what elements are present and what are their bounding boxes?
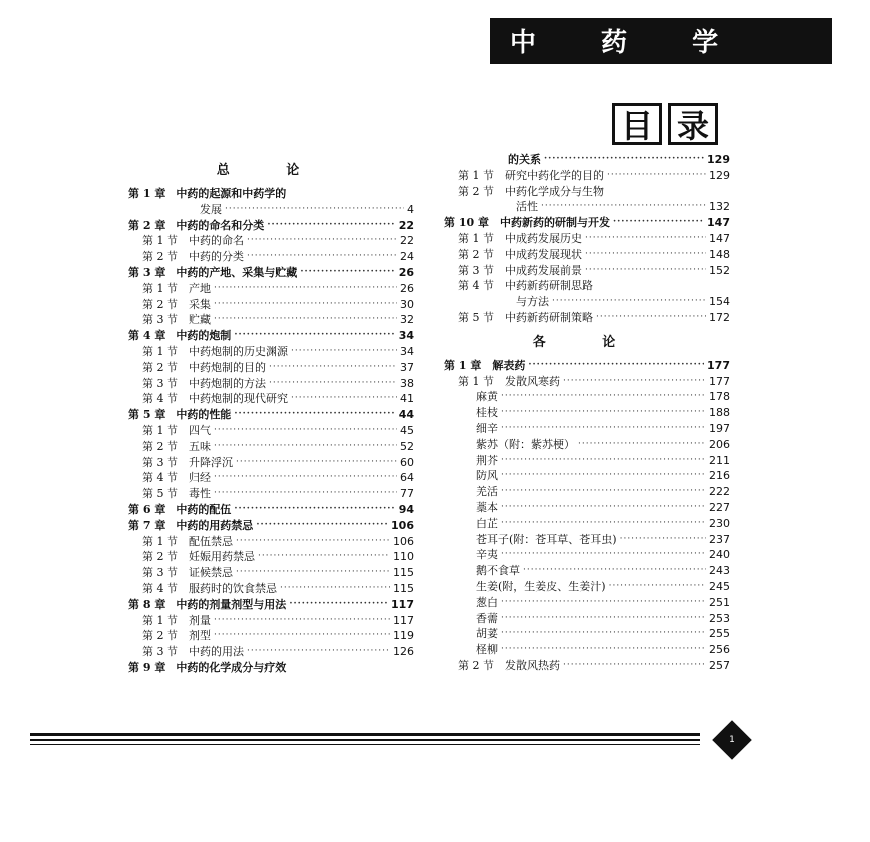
toc-entry-page: 115	[393, 566, 414, 580]
toc-entry-page: 237	[709, 532, 730, 546]
toc-entry-page: 37	[400, 360, 414, 374]
toc-entry-label: 与方法	[516, 295, 549, 309]
toc-entry-label: 第 7 章 中药的用药禁忌	[128, 518, 254, 532]
toc-entry-page: 106	[391, 518, 414, 532]
toc-right-top	[444, 152, 730, 326]
toc-entry	[128, 312, 414, 328]
toc-entry-page: 41	[400, 392, 414, 406]
toc-entry-page: 216	[709, 469, 730, 483]
dot-leader	[291, 391, 397, 407]
toc-entry-page: 227	[709, 500, 730, 514]
toc-entry	[128, 233, 414, 249]
toc-entry	[444, 405, 730, 421]
toc-entry	[444, 532, 730, 548]
toc-entry	[444, 184, 730, 200]
dot-leader	[528, 358, 704, 374]
toc-entry-label: 第 1 节 配伍禁忌	[142, 534, 233, 548]
toc-entry-page: 64	[400, 471, 414, 485]
section-title-specific: 各 论	[532, 334, 642, 350]
toc-entry	[128, 470, 414, 486]
toc-entry	[128, 581, 414, 597]
toc-entry-page: 178	[709, 390, 730, 404]
toc-entry	[128, 360, 414, 376]
toc-entry-label: 羌活	[476, 485, 498, 499]
toc-entry-page: 132	[709, 200, 730, 214]
dot-leader	[269, 376, 397, 392]
dot-leader	[585, 231, 706, 247]
toc-entry-label: 第 6 章 中药的配伍	[128, 502, 232, 516]
toc-entry-label: 第 4 节 中药炮制的现代研究	[142, 392, 288, 406]
toc-entry	[128, 249, 414, 265]
dot-leader	[214, 423, 397, 439]
dot-leader	[501, 547, 706, 563]
toc-entry	[444, 374, 730, 390]
dot-leader	[256, 518, 388, 534]
dot-leader	[214, 613, 390, 629]
section-title-general: 总 论	[216, 163, 326, 178]
toc-entry-label: 第 2 节 中药的分类	[142, 250, 244, 264]
toc-entry-label: 第 2 节 中药炮制的目的	[142, 360, 266, 374]
toc-entry	[128, 502, 414, 518]
toc-entry-label: 第 2 节 中药化学成分与生物	[458, 184, 604, 198]
toc-entry-label: 第 2 节 发散风热药	[458, 658, 560, 672]
toc-entry-label: 第 1 节 发散风寒药	[458, 374, 560, 388]
toc-entry-page: 38	[400, 376, 414, 390]
dot-leader	[214, 281, 397, 297]
toc-entry-page: 148	[709, 247, 730, 261]
toc-entry	[444, 484, 730, 500]
toc-entry-label: 第 2 节 中成药发展现状	[458, 247, 582, 261]
toc-entry-page: 26	[400, 281, 414, 295]
toc-entry	[128, 376, 414, 392]
toc-entry	[128, 565, 414, 581]
dot-leader	[609, 579, 706, 595]
dot-leader	[234, 407, 395, 423]
dot-leader	[501, 389, 706, 405]
dot-leader	[501, 421, 706, 437]
toc-entry-page: 222	[709, 485, 730, 499]
toc-entry	[444, 294, 730, 310]
toc-entry-label: 第 9 章 中药的化学成分与疗效	[128, 660, 287, 674]
toc-entry	[128, 202, 414, 218]
toc-entry-page: 94	[398, 502, 414, 516]
toc-entry	[128, 297, 414, 313]
toc-entry-label: 第 3 节 升降浮沉	[142, 455, 233, 469]
toc-entry-page: 243	[709, 564, 730, 578]
dot-leader	[585, 263, 706, 279]
dot-leader	[620, 532, 706, 548]
toc-entry-page: 211	[709, 453, 730, 467]
dot-leader	[607, 184, 727, 200]
dot-leader	[501, 405, 706, 421]
toc-entry-label: 第 1 节 四气	[142, 423, 211, 437]
toc-entry	[128, 328, 414, 344]
toc-entry-page: 24	[400, 250, 414, 264]
dot-leader	[269, 360, 397, 376]
toc-entry	[128, 613, 414, 629]
dot-leader	[236, 455, 397, 471]
toc-entry-label: 第 3 节 中药的用法	[142, 645, 244, 659]
dot-leader	[501, 611, 706, 627]
toc-entry	[444, 231, 730, 247]
toc-entry-page: 34	[400, 344, 414, 358]
toc-entry	[444, 263, 730, 279]
toc-entry	[444, 310, 730, 326]
dot-leader	[501, 500, 706, 516]
toc-entry-page: 230	[709, 516, 730, 530]
toc-entry-page: 106	[393, 534, 414, 548]
toc-entry	[444, 547, 730, 563]
toc-entry-page: 129	[707, 153, 730, 166]
toc-entry-label: 生姜(附，生姜皮、生姜汁)	[476, 579, 606, 593]
toc-entry-label: 第 2 节 剂型	[142, 629, 211, 643]
dot-leader	[501, 484, 706, 500]
toc-left-column	[128, 160, 414, 676]
toc-entry	[128, 455, 414, 471]
toc-entry	[128, 186, 414, 202]
toc-entry-label: 第 3 节 中药炮制的方法	[142, 376, 266, 390]
toc-entry	[128, 549, 414, 565]
dot-leader	[563, 374, 706, 390]
toc-entry-page: 251	[709, 595, 730, 609]
toc-entry-page: 256	[709, 643, 730, 657]
toc-entry-label: 苍耳子(附：苍耳草、苍耳虫)	[476, 532, 617, 546]
toc-entry-page: 147	[709, 231, 730, 245]
toc-entry-page: 255	[709, 627, 730, 641]
header-bar	[490, 18, 832, 64]
toc-entry	[444, 358, 730, 374]
toc-entry-page: 152	[709, 263, 730, 277]
toc-entry-label: 麻黄	[476, 390, 498, 404]
toc-entry	[444, 611, 730, 627]
dot-leader	[501, 516, 706, 532]
toc-entry-label: 第 1 节 中成药发展历史	[458, 231, 582, 245]
toc-entry-label: 第 5 章 中药的性能	[128, 408, 232, 422]
dot-leader	[234, 502, 395, 518]
toc-entry-label: 葱白	[476, 595, 498, 609]
dot-leader	[607, 168, 706, 184]
dot-leader	[247, 644, 390, 660]
toc-entry	[128, 597, 414, 613]
toc-entry-page: 117	[393, 613, 414, 627]
dot-leader	[501, 468, 706, 484]
toc-entry-page: 22	[398, 218, 414, 232]
toc-entry-page: 22	[400, 234, 414, 248]
dot-leader	[214, 312, 397, 328]
toc-entry-label: 第 1 章 解表药	[444, 358, 526, 372]
dot-leader	[225, 202, 404, 218]
toc-entry-label: 第 1 节 剂量	[142, 613, 211, 627]
toc-heading-char-1: 目	[612, 103, 662, 145]
toc-entry-page: 177	[707, 358, 730, 372]
toc-entry	[128, 644, 414, 660]
toc-entry	[128, 660, 414, 676]
toc-entry-page: 257	[709, 658, 730, 672]
toc-entry-label: 第 10 章 中药新药的研制与开发	[444, 216, 610, 230]
toc-entry	[444, 278, 730, 294]
toc-entry-page: 253	[709, 611, 730, 625]
dot-leader	[214, 439, 397, 455]
dot-leader	[544, 152, 704, 168]
toc-entry-label: 第 8 章 中药的剂量剂型与用法	[128, 597, 287, 611]
dot-leader	[236, 534, 390, 550]
toc-entry-label: 防风	[476, 469, 498, 483]
toc-entry	[128, 218, 414, 234]
toc-entry	[128, 534, 414, 550]
toc-entry	[128, 407, 414, 423]
toc-entry	[444, 437, 730, 453]
toc-entry-label: 细辛	[476, 421, 498, 435]
toc-entry-page: 117	[391, 597, 414, 611]
toc-entry-label: 第 2 节 五味	[142, 439, 211, 453]
toc-entry	[128, 439, 414, 455]
toc-entry	[128, 423, 414, 439]
toc-entry-label: 紫苏（附：紫苏梗）	[476, 437, 575, 451]
toc-entry-label: 第 4 章 中药的炮制	[128, 329, 232, 343]
dot-leader	[563, 658, 706, 674]
toc-entry-label: 第 1 节 产地	[142, 281, 211, 295]
toc-entry	[128, 344, 414, 360]
toc-entry-page: 32	[400, 313, 414, 327]
toc-entry	[444, 658, 730, 674]
dot-leader	[258, 549, 390, 565]
toc-entry-label: 荆芥	[476, 453, 498, 467]
toc-entry-label: 第 1 节 研究中药化学的目的	[458, 168, 604, 182]
toc-heading-char-2: 录	[668, 103, 718, 145]
toc-entry-label: 第 1 节 中药炮制的历史渊源	[142, 344, 288, 358]
dot-leader	[552, 294, 706, 310]
toc-entry-page: 119	[393, 629, 414, 643]
toc-entry	[444, 389, 730, 405]
toc-entry-page: 77	[400, 487, 414, 501]
dot-leader	[541, 199, 706, 215]
toc-entry	[444, 563, 730, 579]
toc-entry-label: 第 5 节 中药新药研制策略	[458, 310, 593, 324]
toc-entry-page: 147	[707, 216, 730, 230]
dot-leader	[596, 278, 727, 294]
dot-leader	[613, 215, 704, 231]
dot-leader	[214, 628, 390, 644]
toc-entry	[444, 152, 730, 168]
dot-leader	[289, 660, 411, 676]
toc-entry-page: 30	[400, 297, 414, 311]
dot-leader	[214, 470, 397, 486]
dot-leader	[234, 328, 395, 344]
toc-entry-label: 桂枝	[476, 406, 498, 420]
page-number: 1	[729, 735, 735, 745]
toc-entry-page: 52	[400, 439, 414, 453]
toc-entry-label: 第 2 节 采集	[142, 297, 211, 311]
toc-entry	[444, 626, 730, 642]
toc-entry-label: 香薷	[476, 611, 498, 625]
toc-entry-label: 柽柳	[476, 643, 498, 657]
toc-entry	[444, 168, 730, 184]
toc-entry	[444, 642, 730, 658]
toc-entry	[128, 391, 414, 407]
footer-rule	[30, 733, 700, 741]
dot-leader	[596, 310, 706, 326]
toc-entry-label: 第 4 节 服药时的饮食禁忌	[142, 581, 277, 595]
toc-entry-label: 第 2 节 妊娠用药禁忌	[142, 550, 255, 564]
toc-entry-label: 辛夷	[476, 548, 498, 562]
dot-leader	[247, 249, 397, 265]
toc-entry	[128, 518, 414, 534]
toc-entry-page: 188	[709, 406, 730, 420]
toc-entry-page: 245	[709, 579, 730, 593]
toc-entry	[128, 265, 414, 281]
toc-entry	[128, 486, 414, 502]
toc-entry-page: 115	[393, 581, 414, 595]
dot-leader	[501, 626, 706, 642]
toc-entry-label: 发展	[200, 202, 222, 216]
toc-entry-page: 126	[393, 645, 414, 659]
toc-entry	[444, 468, 730, 484]
toc-entry-page: 177	[709, 374, 730, 388]
dot-leader	[280, 581, 390, 597]
toc-entry-label: 第 3 章 中药的产地、采集与贮藏	[128, 265, 298, 279]
toc-entry-page: 34	[398, 329, 414, 343]
dot-leader	[585, 247, 706, 263]
toc-entry-label: 第 4 节 中药新药研制思路	[458, 279, 593, 293]
toc-entry-label: 鹅不食草	[476, 564, 520, 578]
toc-entry	[128, 281, 414, 297]
toc-entry-label: 第 5 节 毒性	[142, 487, 211, 501]
toc-entry-label: 藁本	[476, 500, 498, 514]
dot-leader	[214, 297, 397, 313]
toc-entry-page: 45	[400, 423, 414, 437]
toc-entry-page: 4	[407, 202, 414, 216]
dot-leader	[523, 563, 706, 579]
toc-entry-page: 129	[709, 168, 730, 182]
toc-entry-label: 第 4 节 归经	[142, 471, 211, 485]
dot-leader	[289, 597, 388, 613]
footer-rule-thin	[30, 744, 700, 745]
toc-entry-label: 第 3 节 中成药发展前景	[458, 263, 582, 277]
toc-entry	[444, 199, 730, 215]
toc-entry-page: 206	[709, 437, 730, 451]
toc-entry	[128, 628, 414, 644]
toc-entry	[444, 579, 730, 595]
dot-leader	[214, 486, 397, 502]
toc-entry	[444, 500, 730, 516]
dot-leader	[578, 437, 706, 453]
toc-entry	[444, 215, 730, 231]
toc-entry-label: 第 1 节 中药的命名	[142, 234, 244, 248]
dot-leader	[300, 265, 395, 281]
toc-entry-page: 44	[398, 408, 414, 422]
toc-entry-label: 第 2 章 中药的命名和分类	[128, 218, 265, 232]
dot-leader	[289, 186, 411, 202]
dot-leader	[501, 453, 706, 469]
toc-entry-page: 154	[709, 295, 730, 309]
book-title: 中 药 学	[510, 28, 747, 58]
dot-leader	[501, 642, 706, 658]
dot-leader	[267, 218, 395, 234]
toc-entry-label: 第 3 节 贮藏	[142, 313, 211, 327]
toc-entry-page: 60	[400, 455, 414, 469]
dot-leader	[236, 565, 390, 581]
toc-entry-label: 胡荽	[476, 627, 498, 641]
toc-entry	[444, 516, 730, 532]
toc-entry-label: 的关系	[508, 153, 541, 166]
toc-right-column	[444, 152, 730, 674]
toc-right-bottom	[444, 358, 730, 674]
toc-entry	[444, 421, 730, 437]
dot-leader	[291, 344, 397, 360]
toc-entry	[444, 247, 730, 263]
toc-entry-page: 110	[393, 550, 414, 564]
dot-leader	[247, 233, 397, 249]
toc-entry-label: 活性	[516, 200, 538, 214]
toc-entry-label: 白芷	[476, 516, 498, 530]
toc-entry-page: 240	[709, 548, 730, 562]
toc-entry-label: 第 3 节 证候禁忌	[142, 566, 233, 580]
toc-entry	[444, 595, 730, 611]
toc-heading	[612, 103, 718, 145]
toc-entry-page: 172	[709, 310, 730, 324]
toc-entry-page: 26	[398, 265, 414, 279]
toc-entry-page: 197	[709, 421, 730, 435]
dot-leader	[501, 595, 706, 611]
toc-entry-label: 第 1 章 中药的起源和中药学的	[128, 187, 287, 200]
toc-entry	[444, 453, 730, 469]
